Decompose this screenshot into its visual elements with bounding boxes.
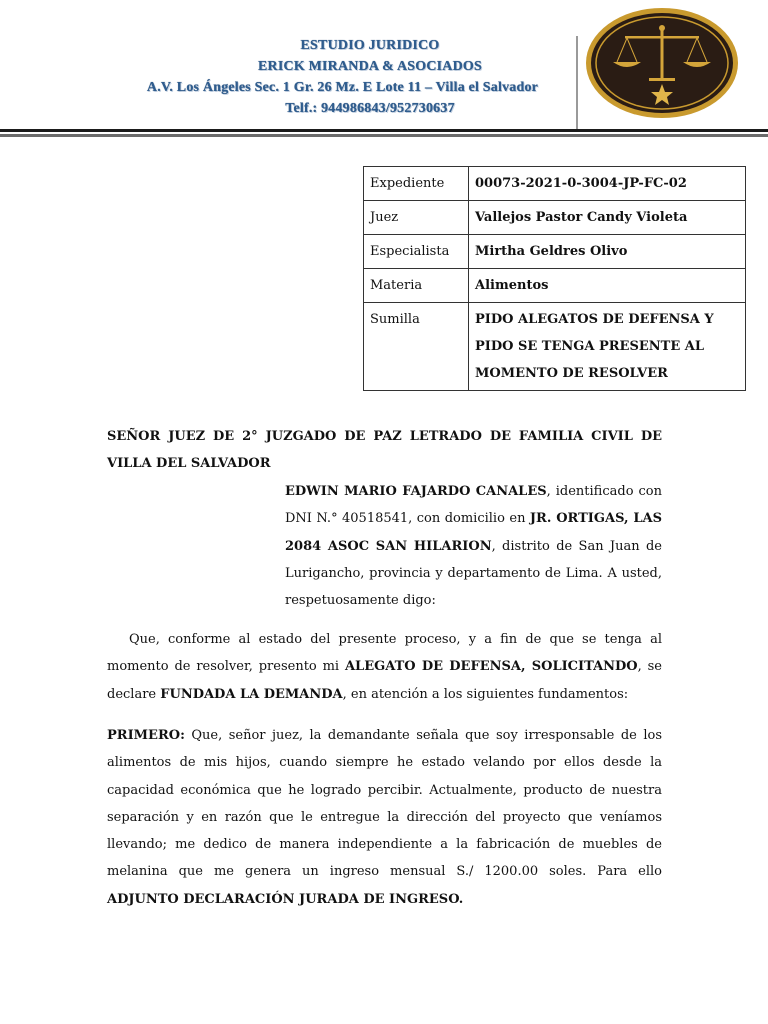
alegato-bold-1: ALEGATO DE DEFENSA, SOLICITANDO <box>344 659 638 675</box>
primero-label: PRIMERO: <box>107 728 185 743</box>
header-divider <box>576 36 578 132</box>
sumilla-label: Sumilla <box>364 303 469 391</box>
table-row <box>364 303 746 391</box>
scales-of-justice-icon <box>583 6 741 120</box>
table-row <box>364 201 746 235</box>
party-introduction <box>285 478 662 614</box>
party-address: JR. ORTIGAS, LAS 2084 ASOC SAN HILARION <box>285 511 662 554</box>
alegato-text-3: , en atención a los siguientes fundamentos: <box>342 686 629 702</box>
firm-address: A.V. Los Ángeles Sec. 1 Gr. 26 Mz. E Lote 11 – Villa el Salvador <box>146 80 539 95</box>
alegato-paragraph <box>107 626 662 708</box>
materia-label: Materia <box>364 269 469 303</box>
party-text-2: , distrito de San Juan de Lurigancho, provincia y departamento de Lima. A usted, respetuosamente digo: <box>285 538 662 609</box>
alegato-text-2: , se declare <box>107 659 663 702</box>
expediente-value: 00073-2021-0-3004-JP-FC-02 <box>469 167 746 201</box>
table-row <box>364 269 746 303</box>
juez-label: Juez <box>364 201 469 235</box>
letterhead <box>0 0 768 140</box>
table-row <box>364 167 746 201</box>
sumilla-value: PIDO ALEGATOS DE DEFENSA Y PIDO SE TENGA PRESENTE AL MOMENTO DE RESOLVER <box>469 303 746 391</box>
party-name: EDWIN MARIO FAJARDO CANALES <box>285 484 547 499</box>
table-row <box>364 235 746 269</box>
addressee: SEÑOR JUEZ DE 2° JUZGADO DE PAZ LETRADO DE FAMILIA CIVIL DE VILLA DEL SALVADOR <box>107 429 662 472</box>
especialista-value: Mirtha Geldres Olivo <box>469 235 746 269</box>
firm-title: ESTUDIO JURIDICO <box>300 38 440 53</box>
firm-name: ERICK MIRANDA & ASOCIADOS <box>258 59 482 74</box>
primero-paragraph <box>107 722 662 913</box>
header-rule-bottom <box>0 134 768 137</box>
expediente-label: Expediente <box>364 167 469 201</box>
especialista-label: Especialista <box>364 235 469 269</box>
alegato-text-1: Que, conforme al estado del presente proceso, y a fin de que se tenga al momento de resolver, presento mi <box>107 632 662 675</box>
primero-text: Que, señor juez, la demandante señala que soy irresponsable de los alimentos de mis hijos, cuando siempre he estado velando por ellos desde la capacidad económica que he logrado percibir. Actualmente, producto de nuestra separación y en razón que le entregue la dirección del proyecto que veníamos llevando; me dedico de manera independiente a la fabricación de muebles de melanina que me genera un ingreso mensual S./ 1200.00 soles. Para ello <box>107 728 662 880</box>
firm-phone: Telf.: 944986843/952730637 <box>285 101 455 116</box>
primero-bold-end: ADJUNTO DECLARACIÓN JURADA DE INGRESO. <box>107 891 464 907</box>
alegato-bold-2: FUNDADA LA DEMANDA <box>160 686 343 702</box>
juez-value: Vallejos Pastor Candy Violeta <box>469 201 746 235</box>
party-text-1: , identificado con DNI N.° 40518541, con domicilio en <box>285 484 662 527</box>
header-rule-top <box>0 129 768 132</box>
materia-value: Alimentos <box>469 269 746 303</box>
case-info-table <box>363 166 746 391</box>
